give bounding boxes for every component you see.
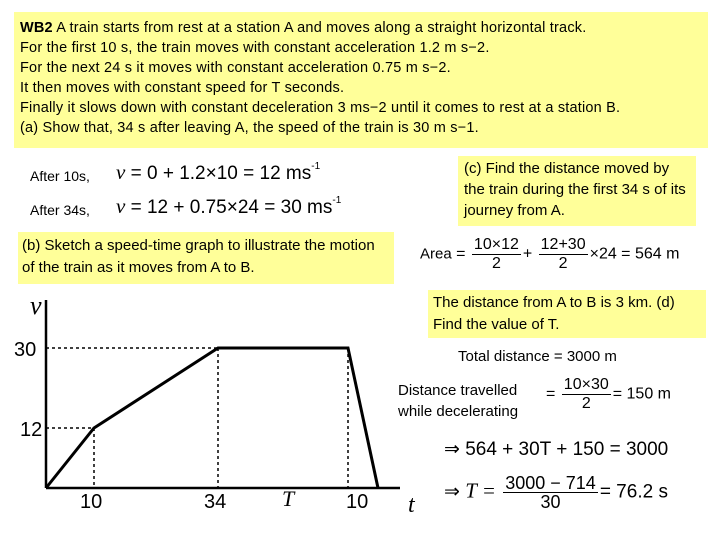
after-10s-equation: v = 0 + 1.2×10 = 12 $ms^{-1}$ bbox=[116, 160, 321, 184]
x-tick-10: 10 bbox=[80, 491, 103, 513]
question-line-1 bbox=[20, 18, 702, 38]
x-tick-34: 34 bbox=[204, 491, 227, 513]
y-tick-30: 30 bbox=[14, 339, 37, 361]
after-34s-label: After 34s, bbox=[30, 202, 90, 218]
question-line-2: For the first 10 s, the train moves with constant acceleration 1.2 m s−2. bbox=[20, 40, 490, 56]
part-c-box: (c) Find the distance moved by the train during the first 34 s of its journey from A. bbox=[458, 156, 696, 226]
equation-2: ⇒ T = $\frac{3000 - 714}{30}$ = 76.2 s bbox=[444, 473, 668, 512]
t-fraction: $\frac{3000 - 714}{30}$ bbox=[505, 473, 596, 512]
question-line-6: (a) Show that, 34 s after leaving A, the speed of the train is 30 m s−1. bbox=[20, 120, 479, 136]
after-34s-equation: v = 12 + 0.75×24 = 30 $ms^{-1}$ bbox=[116, 194, 342, 218]
part-d-box: The distance from A to B is 3 km. (d) Find the value of T. bbox=[428, 290, 706, 338]
decel-equation: = $\frac{10\times 30}{2}$ = 150 m bbox=[546, 376, 671, 412]
question-line-5: Finally it slows down with constant deceleration 3 ms−2 until it comes to rest at a station B. bbox=[20, 100, 621, 116]
area-fraction-1: $\frac{10\times 12}{2}$ bbox=[473, 236, 519, 272]
total-distance: Total distance = 3000 m bbox=[458, 348, 617, 365]
x-axis-label: t bbox=[408, 492, 415, 518]
area-fraction-2: $\frac{12+30}{2}$ bbox=[540, 236, 586, 272]
speed-line bbox=[46, 348, 378, 488]
speed-time-graph bbox=[0, 290, 420, 530]
y-tick-12: 12 bbox=[20, 419, 43, 441]
x-tick-T: T bbox=[282, 486, 295, 511]
question-id: WB2 bbox=[20, 20, 53, 36]
question-box bbox=[14, 12, 708, 148]
area-equation: Area = $\frac{10\times 12}{2}$ + $\frac{12+30}{2}$ ×24 = 564 m bbox=[420, 236, 680, 272]
decel-fraction: $\frac{10\times 30}{2}$ bbox=[563, 376, 609, 412]
after-10s-label: After 10s, bbox=[30, 168, 90, 184]
y-axis-label: v bbox=[30, 291, 42, 320]
decel-label: Distance travelled while decelerating bbox=[398, 382, 519, 420]
x-tick-10-end: 10 bbox=[346, 491, 369, 513]
question-line-3: For the next 24 s it moves with constant acceleration 0.75 m s−2. bbox=[20, 60, 451, 76]
part-b-box: (b) Sketch a speed-time graph to illustrate the motion of the train as it moves from A to B. bbox=[18, 232, 394, 284]
question-text-1: A train starts from rest at a station A and moves along a straight horizontal track. bbox=[52, 20, 587, 36]
equation-1: ⇒ 564 + 30T + 150 = 3000 bbox=[444, 439, 669, 460]
question-line-4: It then moves with constant speed for T seconds. bbox=[20, 80, 345, 96]
